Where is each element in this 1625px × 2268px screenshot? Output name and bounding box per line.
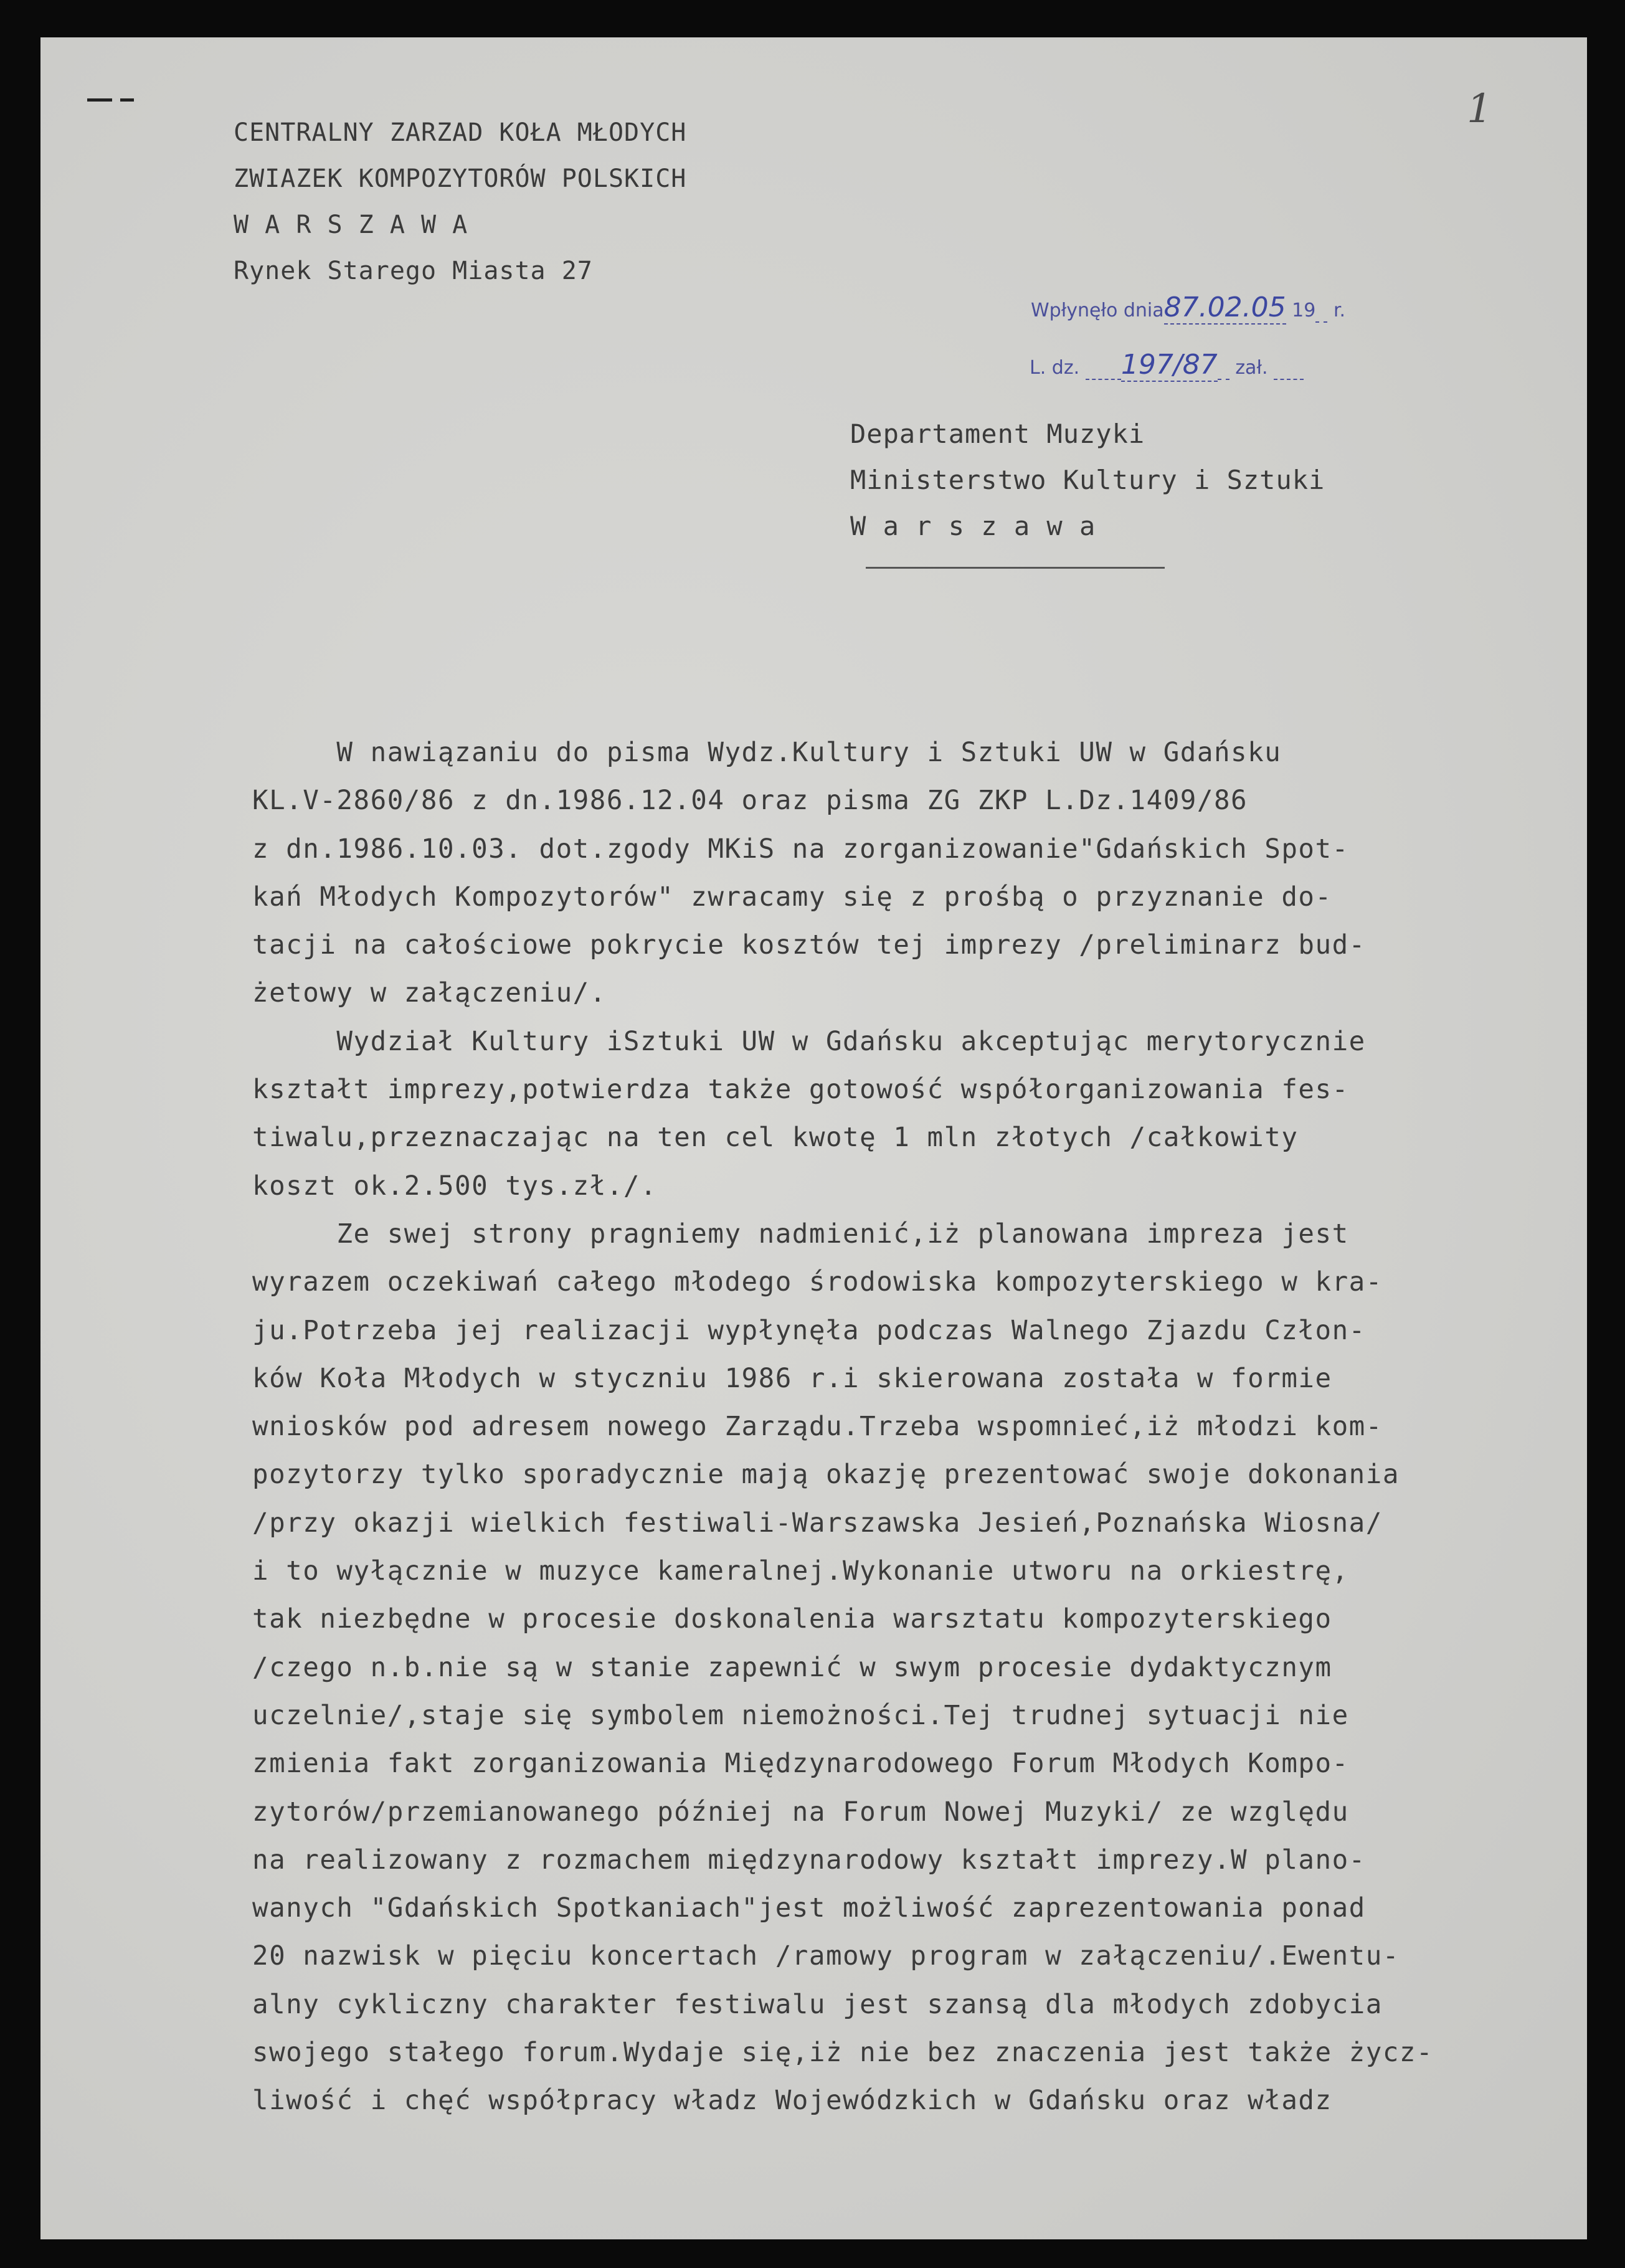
body-line: tak niezbędne w procesie doskonalenia warsztatu kompozyterskiego — [252, 1604, 1332, 1635]
body-line: i to wyłącznie w muzyce kameralnej.Wykonanie utworu na orkiestrę, — [252, 1556, 1349, 1587]
body-line: wyrazem oczekiwań całego młodego środowiska kompozyterskiego w kra- — [252, 1267, 1383, 1298]
body-line: swojego stałego forum.Wydaje się,iż nie bez znaczenia jest także życz- — [252, 2038, 1434, 2069]
body-line: pozytorzy tylko sporadycznie mają okazję prezentować swoje dokonania — [252, 1459, 1400, 1491]
stamp-ref-number: 197/87 — [1120, 349, 1218, 381]
recipient-block — [850, 411, 1325, 549]
body-line: kań Młodych Kompozytorów" zwracamy się z prośbą o przyznanie do- — [252, 881, 1332, 913]
paper-sheet — [40, 37, 1587, 2239]
letter-body — [252, 729, 1433, 2125]
sender-line-2: ZWIAZEK KOMPOZYTORÓW POLSKICH — [234, 164, 687, 193]
body-line: 20 nazwisk w pięciu koncertach /ramowy program w załączeniu/.Ewentu- — [252, 1941, 1400, 1972]
body-line: tacji na całościowe pokrycie kosztów tej imprezy /preliminarz bud- — [252, 930, 1366, 961]
sender-block — [234, 110, 686, 294]
body-line: ków Koła Młodych w styczniu 1986 r.i skierowana została w formie — [252, 1363, 1332, 1394]
body-line: zmienia fakt zorganizowania Międzynarodowego Forum Młodych Kompo- — [252, 1748, 1349, 1780]
stamp-year-suffix: r. — [1333, 300, 1346, 321]
body-line: koszt ok.2.500 tys.zł./. — [252, 1170, 658, 1202]
body-line: /czego n.b.nie są w stanie zapewnić w swym procesie dydaktycznym — [252, 1652, 1332, 1683]
recipient-line-2: Ministerstwo Kultury i Sztuki — [850, 465, 1325, 495]
stamp-attachments-label: zał. — [1235, 357, 1268, 379]
punch-mark — [87, 98, 112, 102]
recipient-underline — [866, 567, 1165, 569]
stamp-received-date: 87.02.05 — [1163, 292, 1286, 323]
body-line: alny cykliczny charakter festiwalu jest szansą dla młodych zdobycia — [252, 1989, 1383, 2020]
body-line: liwość i chęć współpracy władz Wojewódzkich w Gdańsku oraz władz — [252, 2085, 1332, 2117]
recipient-line-3: W a r s z a w a — [850, 511, 1096, 541]
body-line: uczelnie/,staje się symbolem niemożności.Tej trudnej sytuacji nie — [252, 1700, 1349, 1731]
body-line: kształt imprezy,potwierdza także gotowość współorganizowania fes- — [252, 1075, 1349, 1106]
page-number: 1 — [1467, 86, 1492, 132]
body-line: Wydział Kultury iSztuki UW w Gdańsku akceptując merytorycznie — [252, 1026, 1366, 1057]
body-line: z dn.1986.10.03. dot.zgody MKiS na zorganizowanie"Gdańskich Spot- — [252, 833, 1349, 865]
stamp-year-prefix: 19 — [1292, 300, 1316, 321]
sender-line-1: CENTRALNY ZARZAD KOŁA MŁODYCH — [234, 118, 687, 147]
body-line: zytorów/przemianowanego później na Forum Nowej Muzyki/ ze względu — [252, 1796, 1349, 1828]
body-line: ju.Potrzeba jej realizacji wypłynęła podczas Walnego Zjazdu Człon- — [252, 1315, 1366, 1346]
body-line: tiwalu,przeznaczając na ten cel kwotę 1 mln złotych /całkowity — [252, 1122, 1299, 1154]
sender-line-3: W A R S Z A W A — [234, 211, 468, 239]
body-line: W nawiązaniu do pisma Wydz.Kultury i Sztuki UW w Gdańsku — [252, 738, 1282, 768]
recipient-line-1: Departament Muzyki — [850, 419, 1145, 449]
received-stamp — [981, 280, 1454, 386]
stamp-ref-label: L. dz. — [1030, 357, 1080, 379]
body-line: wanych "Gdańskich Spotkaniach"jest możliwość zaprezentowania ponad — [252, 1893, 1366, 1924]
punch-mark — [120, 98, 134, 102]
body-line: KL.V-2860/86 z dn.1986.12.04 oraz pisma ZG ZKP L.Dz.1409/86 — [252, 785, 1248, 817]
body-line: żetowy w załączeniu/. — [252, 978, 607, 1009]
body-line: /przy okazji wielkich festiwali-Warszawska Jesień,Poznańska Wiosna/ — [252, 1507, 1383, 1539]
body-line: wniosków pod adresem nowego Zarządu.Trzeba wspomnieć,iż młodzi kom- — [252, 1412, 1383, 1443]
stamp-received-label: Wpłynęło dnia — [1031, 300, 1164, 321]
sender-line-4: Rynek Starego Miasta 27 — [234, 257, 593, 285]
body-line: na realizowany z rozmachem międzynarodowy kształt imprezy.W plano- — [252, 1844, 1366, 1876]
body-line: Ze swej strony pragniemy nadmienić,iż planowana impreza jest — [252, 1218, 1349, 1250]
